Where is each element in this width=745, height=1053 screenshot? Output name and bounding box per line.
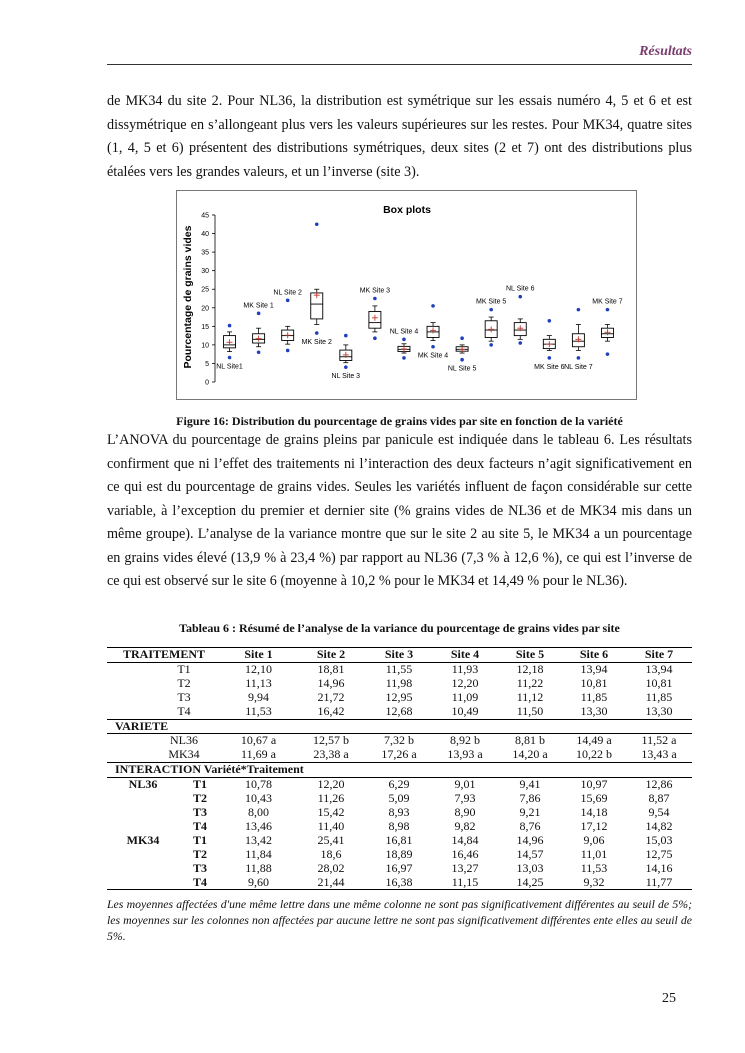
outlier-point	[257, 312, 261, 316]
row-label: T1	[177, 661, 191, 676]
series-label: MK Site 5	[475, 298, 507, 306]
table-row	[107, 691, 692, 705]
table-cell: 11,26	[317, 791, 345, 806]
y-tick-label: 40	[201, 231, 209, 239]
table-cell: 11,50	[516, 703, 544, 718]
boxplot-nl-site1	[216, 324, 243, 371]
outlier-point	[315, 331, 319, 335]
table-cell: 8,92 b	[450, 733, 480, 748]
outlier-point	[518, 295, 522, 299]
col-header: Site 3	[366, 648, 432, 663]
table-cell: 14,16	[645, 860, 673, 875]
table-cell: 10,43	[245, 791, 272, 806]
table-cell: 16,46	[451, 846, 479, 861]
table-cell: 21,72	[317, 689, 345, 704]
boxplot-mk-site-2	[302, 222, 332, 346]
table-cell: 17,12	[580, 818, 608, 833]
row-label: T4	[177, 703, 191, 718]
boxplot-nl-site-7	[564, 308, 593, 371]
boxplot-nl-site-5	[448, 336, 477, 372]
table-cell: 12,57 b	[313, 733, 349, 748]
row-label: NL36	[170, 733, 198, 748]
paragraph-2: L’ANOVA du pourcentage de grains pleins par panicule est indiquée dans le tableau 6. Les résultats confirment que ni l’effet des traitements ni l’interaction des deux facteurs n’agit significativement en ce qui est du pourcentage de grains vides. Seules les variétés influent de façon considérable sur cette variable, à l’exception du premier et dernier site (% grains vides de NL36 et de MK34 mis dans un même groupe). L’analyse de la variance montre que sur le site 2 au site 5, le MK34 a un pourcentage en grains vides élevé (13,9 % à 23,4 %) par rapport au NL36 (7,3 % à 12,6 %), ce qui est l’inverse de ce qui est observé sur le site 6 (moyenne à 10,2 % pour le MK34 et 14,49 % pour le NL36).	[107, 432, 692, 589]
variety-label: MK34	[126, 832, 160, 847]
table-cell: 11,12	[516, 689, 544, 704]
series-label: MK Site 3	[359, 287, 391, 295]
table-cell: 15,69	[580, 791, 608, 806]
table-header-row	[107, 648, 692, 663]
series-label: NL Site 4	[389, 328, 419, 336]
table-cell: 13,42	[245, 832, 272, 847]
table-cell: 10,97	[580, 777, 608, 792]
table-cell: 11,15	[432, 876, 498, 890]
outlier-point	[228, 324, 232, 328]
y-tick-label: 0	[205, 379, 209, 387]
y-tick-label: 15	[201, 323, 209, 331]
table-cell: 10,22 b	[576, 747, 612, 762]
outlier-point	[286, 349, 290, 353]
section-row-variete	[107, 719, 692, 734]
table-cell: 6,29	[388, 777, 410, 792]
table-cell: 13,94	[645, 661, 673, 676]
table-cell: 9,41	[519, 777, 541, 792]
table-cell: 12,20	[451, 675, 479, 690]
table-cell: 11,93	[451, 661, 479, 676]
table-cell: 13,43 a	[641, 747, 677, 762]
table-cell: 16,42	[317, 703, 345, 718]
y-tick-label: 10	[201, 342, 209, 350]
table-cell: 11,77	[626, 876, 692, 890]
table-row	[107, 848, 692, 862]
series-label: MK Site 4	[417, 352, 449, 360]
y-tick-label: 20	[201, 305, 209, 313]
outlier-point	[577, 356, 581, 360]
table-cell: 12,75	[645, 846, 673, 861]
chart-title: Box plots	[383, 204, 431, 216]
table-cell: 7,32 b	[384, 733, 414, 748]
variety-label	[107, 792, 179, 806]
table-cell: 11,01	[580, 846, 608, 861]
outlier-point	[344, 365, 348, 369]
variety-label	[107, 848, 179, 862]
table-cell: 8,90	[454, 804, 476, 819]
table-cell: 11,55	[385, 661, 413, 676]
variety-label	[107, 820, 179, 834]
table-cell: 14,84	[451, 832, 479, 847]
series-label: NL Site 2	[273, 289, 302, 297]
series-label: MK Site 7	[592, 298, 623, 306]
table-caption: Tableau 6 : Résumé de l’analyse de la variance du pourcentage de grains vides par site	[179, 621, 620, 635]
treatment-label: T4	[179, 876, 221, 890]
boxplot-nl-site-6	[506, 286, 535, 345]
table-cell: 12,20	[317, 777, 345, 792]
y-tick-label: 25	[201, 286, 209, 294]
table-cell: 8,76	[519, 818, 541, 833]
anova-table	[107, 647, 692, 890]
table-cell: 10,49	[451, 703, 479, 718]
outlier-point	[548, 319, 552, 323]
outlier-point	[431, 304, 435, 308]
table-cell: 8,00	[248, 804, 269, 819]
table-cell: 10,67 a	[240, 733, 277, 748]
table-cell: 13,46	[245, 818, 272, 833]
table-row	[107, 862, 692, 876]
table-row	[107, 778, 692, 792]
table-cell: 13,30	[580, 703, 608, 718]
outlier-point	[373, 297, 377, 301]
row-label: MK34	[168, 747, 200, 762]
table-cell: 13,03	[516, 860, 544, 875]
col-header: Site 6	[562, 648, 626, 663]
outlier-point	[606, 308, 610, 312]
table-cell: 25,41	[317, 832, 345, 847]
table-row	[107, 677, 692, 691]
table-cell: 9,32	[562, 876, 626, 890]
outlier-point	[548, 356, 552, 360]
table-cell: 13,94	[580, 661, 608, 676]
series-label: NL Site 6	[505, 285, 535, 293]
paragraph-1: de MK34 du site 2. Pour NL36, la distribution est symétrique sur les essais numéro 4, 5 et 6 et est dissymétrique en s’allongeant plus vers les valeurs supérieures sur les restes. Pour MK34, quatre sites (1, 4, 5 et 6) présentent des distributions symétriques, deux sites (2 et 7) ont des distributions plus étalées vers les grandes valeurs, et un l’inverse (site 3).	[107, 93, 692, 180]
treatment-label: T2	[192, 791, 207, 806]
table-cell: 7,86	[519, 791, 541, 806]
table-cell: 11,09	[451, 689, 479, 704]
table-row	[107, 748, 692, 762]
table-cell: 18,89	[385, 846, 413, 861]
table-cell: 16,97	[385, 860, 413, 875]
table-row	[107, 662, 692, 676]
table-cell: 12,95	[385, 689, 413, 704]
table-cell: 13,30	[645, 703, 673, 718]
table-cell: 9,21	[519, 804, 541, 819]
table-note: Les moyennes affectées d'une même lettre dans une même colonne ne sont pas significativement différentes au seuil de 5%; les moyennes sur les colonnes non affectées par aucune lettre ne sont pas significativement différentes ente elles au seuil de 5%.	[107, 897, 692, 943]
table-cell: 23,38 a	[313, 747, 349, 762]
table-cell: 13,93 a	[447, 747, 483, 762]
boxplot-mk-site-3	[360, 288, 390, 341]
table-cell: 15,03	[645, 832, 673, 847]
table-cell: 11,53	[245, 703, 272, 718]
series-label: NL Site 5	[447, 365, 477, 373]
section-label: INTERACTION Variété*Traitement	[107, 763, 692, 778]
table-row	[107, 820, 692, 834]
table-cell: 9,01	[454, 777, 476, 792]
table-cell: 9,60	[221, 876, 296, 890]
table-cell: 28,02	[317, 860, 345, 875]
col-header: Site 7	[626, 648, 692, 663]
treatment-label: T1	[192, 777, 207, 792]
table-cell: 15,42	[317, 804, 345, 819]
outlier-point	[315, 222, 319, 226]
figure-16-box	[176, 190, 637, 400]
table-cell: 17,26 a	[381, 747, 417, 762]
table-row	[107, 792, 692, 806]
outlier-point	[606, 352, 610, 356]
table-cell: 11,69 a	[241, 747, 276, 762]
table-cell: 11,84	[245, 846, 272, 861]
table-cell: 14,96	[516, 832, 544, 847]
table-cell: 11,40	[317, 818, 345, 833]
table-cell: 9,54	[648, 804, 670, 819]
table-row	[107, 705, 692, 719]
table-row	[107, 734, 692, 748]
table-cell: 11,53	[580, 860, 608, 875]
table-cell: 21,44	[296, 876, 366, 890]
outlier-point	[577, 308, 581, 312]
col-header: Site 5	[498, 648, 562, 663]
table-cell: 16,38	[366, 876, 432, 890]
table-cell: 12,86	[645, 777, 673, 792]
table-cell: 7,93	[454, 791, 476, 806]
table-cell: 8,98	[388, 818, 410, 833]
table-cell: 11,22	[516, 675, 544, 690]
table-cell: 18,81	[317, 661, 345, 676]
table-cell: 9,06	[583, 832, 605, 847]
table-row	[107, 806, 692, 820]
table-cell: 8,81 b	[515, 733, 545, 748]
outlier-point	[460, 336, 464, 340]
outlier-point	[373, 336, 377, 340]
table-cell: 16,81	[385, 832, 413, 847]
table-cell: 14,82	[645, 818, 673, 833]
y-tick-label: 45	[201, 212, 209, 220]
y-axis-label: Pourcentage de grains vides	[182, 225, 194, 369]
variety-label	[107, 862, 179, 876]
table-cell: 10,78	[245, 777, 272, 792]
table-cell: 14,20 a	[512, 747, 548, 762]
table-cell: 9,94	[248, 689, 269, 704]
table-cell: 18,6	[320, 846, 342, 861]
y-tick-label: 5	[205, 360, 209, 368]
row-label: T3	[177, 689, 191, 704]
series-label: MK Site 6	[534, 363, 565, 371]
boxplot-nl-site-4	[390, 328, 419, 359]
col-header: Site 2	[296, 648, 366, 663]
header-rule	[107, 64, 692, 65]
variety-label	[107, 876, 179, 890]
boxplot-mk-site-4	[418, 304, 448, 360]
table-cell: 8,93	[388, 804, 410, 819]
boxplot-nl-site-2	[273, 289, 302, 352]
table-cell: 14,18	[580, 804, 608, 819]
table-cell: 11,98	[385, 675, 413, 690]
page-number: 25	[662, 991, 676, 1006]
boxplot-mk-site-6	[534, 319, 564, 371]
series-label: MK Site 2	[301, 339, 332, 347]
table-cell: 11,13	[245, 675, 272, 690]
outlier-point	[431, 345, 435, 349]
treatment-label: T2	[192, 846, 207, 861]
table-cell: 9,82	[454, 818, 476, 833]
table-cell: 10,81	[645, 675, 673, 690]
col-header: Site 1	[221, 648, 296, 663]
treatment-label: T4	[192, 818, 207, 833]
table-cell: 11,52 a	[641, 733, 677, 748]
row-label: T2	[177, 675, 191, 690]
treatment-label: T3	[192, 860, 207, 875]
section-row-interaction	[107, 763, 692, 778]
table-cell: 11,85	[580, 689, 608, 704]
treatment-label: T1	[192, 832, 207, 847]
outlier-point	[257, 351, 261, 355]
boxplot-mk-site-7	[592, 299, 622, 356]
treatment-label: T3	[192, 804, 207, 819]
table-cell: 12,18	[516, 661, 544, 676]
table-row	[107, 876, 692, 890]
running-header: Résultats	[639, 44, 692, 59]
table-cell: 5,09	[388, 791, 410, 806]
series-label: MK Site 1	[243, 302, 274, 310]
variety-label: NL36	[128, 777, 158, 792]
table-cell: 11,88	[245, 860, 272, 875]
table-cell: 12,68	[385, 703, 413, 718]
table-cell: 14,96	[317, 675, 345, 690]
series-label: NL Site 7	[564, 363, 593, 371]
boxplot-mk-site-1	[243, 302, 273, 354]
outlier-point	[460, 358, 464, 362]
variety-label	[107, 806, 179, 820]
box-plot-chart	[177, 191, 636, 399]
table-cell: 8,87	[648, 791, 670, 806]
y-tick-label: 30	[201, 268, 209, 276]
boxplot-mk-site-5	[476, 299, 506, 347]
series-label: NL Site 3	[331, 373, 361, 381]
table-cell: 14,49 a	[576, 733, 612, 748]
col-header: TRAITEMENT	[107, 648, 221, 663]
col-header: Site 4	[432, 648, 498, 663]
table-cell: 11,85	[645, 689, 673, 704]
section-label: VARIETE	[107, 719, 692, 734]
boxplot-nl-site-3	[332, 334, 361, 380]
table-cell: 14,57	[516, 846, 544, 861]
outlier-point	[286, 299, 290, 303]
outlier-point	[344, 334, 348, 338]
table-cell: 12,10	[245, 661, 272, 676]
table-cell: 14,25	[498, 876, 562, 890]
outlier-point	[402, 356, 406, 360]
table-row	[107, 834, 692, 848]
outlier-point	[518, 341, 522, 345]
y-tick-label: 35	[201, 249, 209, 257]
table-cell: 10,81	[580, 675, 608, 690]
outlier-point	[489, 308, 493, 312]
figure-caption: Figure 16: Distribution du pourcentage de grains vides par site en fonction de la variété	[176, 414, 623, 428]
outlier-point	[228, 356, 232, 360]
outlier-point	[489, 343, 493, 347]
series-label: NL Site1	[216, 363, 243, 371]
table-cell: 13,27	[451, 860, 479, 875]
outlier-point	[402, 338, 406, 342]
